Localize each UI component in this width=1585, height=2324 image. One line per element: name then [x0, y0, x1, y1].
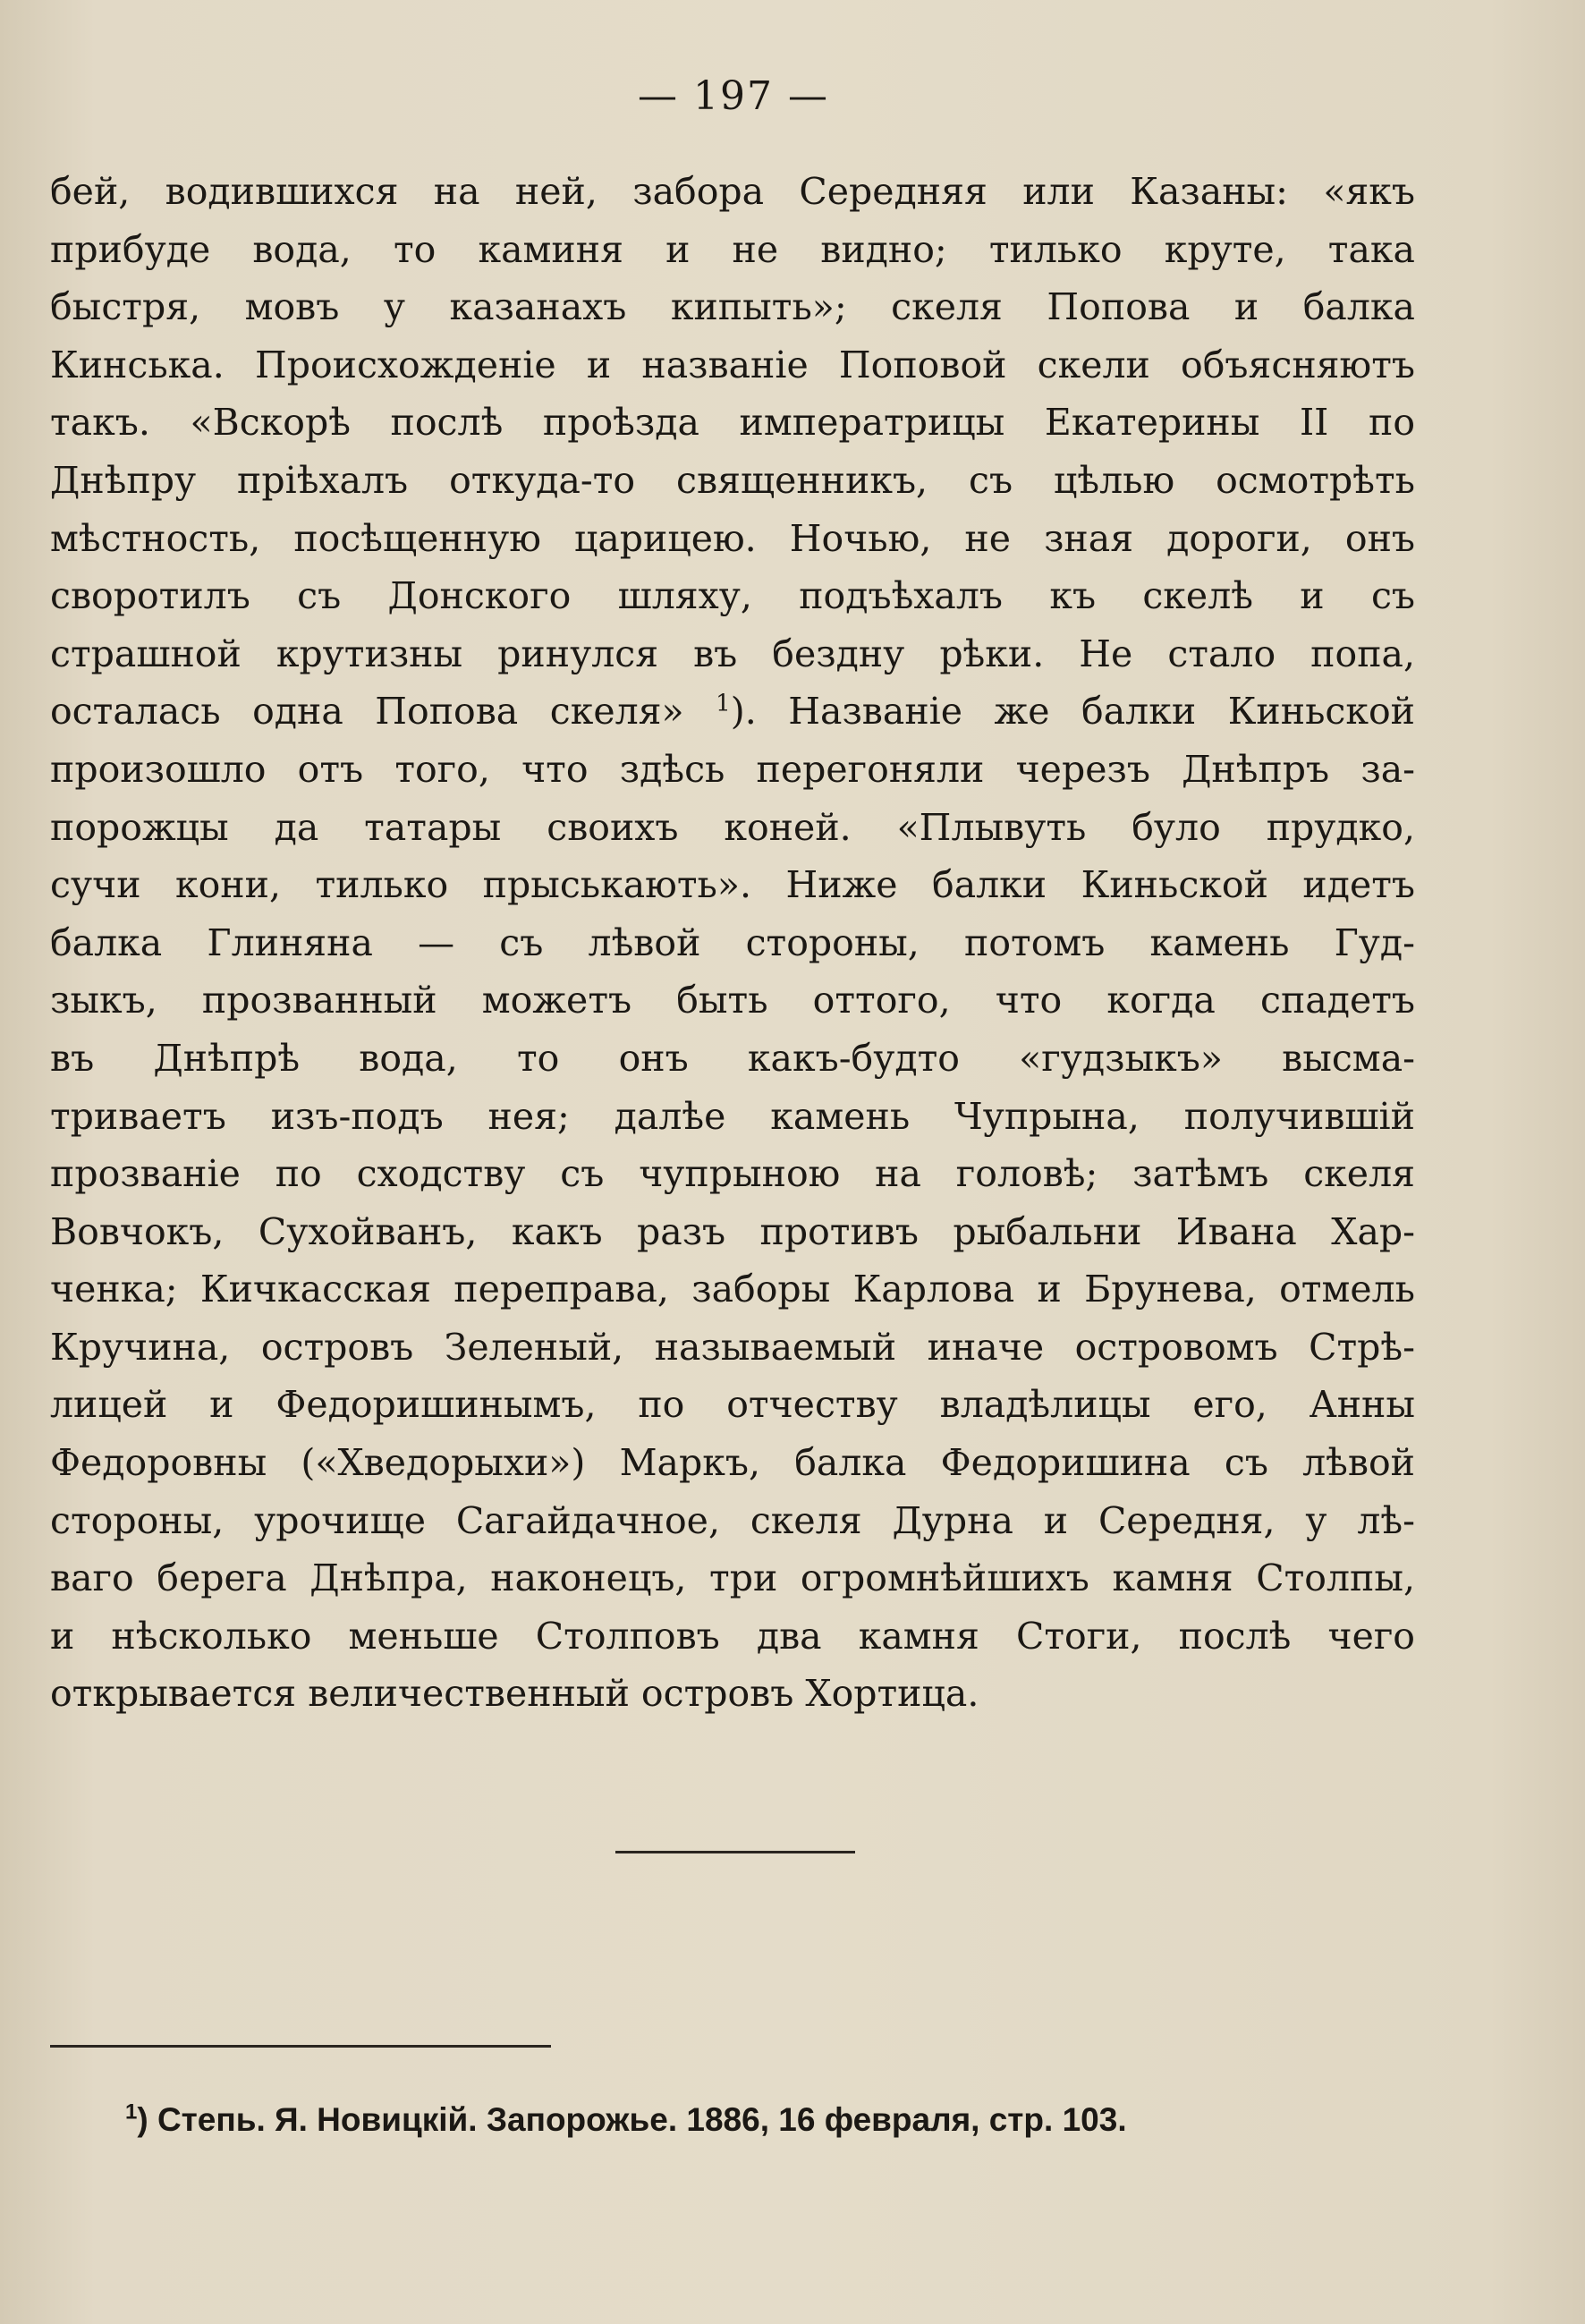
text-line: страшной крутизны ринулся въ бездну рѣки. Не стало попа,	[50, 632, 1415, 675]
text-line: Федоровны («Хведорыхи») Маркъ, балка Федоришина съ лѣвой	[50, 1441, 1415, 1485]
section-end-rule	[615, 1851, 855, 1853]
text-line-with-footnote-ref	[50, 683, 1415, 741]
text-line: Кручина, островъ Зеленый, называемый иначе островомъ Стрѣ-	[50, 1325, 1415, 1369]
body-text	[50, 163, 1415, 1723]
text-line: быстря, мовъ у казанахъ кипыть»; скеля Попова и балка	[50, 285, 1415, 329]
text-line: ваго берега Днѣпра, наконецъ, три огромнѣйшихъ камня Столпы,	[50, 1556, 1415, 1600]
text-line: порожцы да татары своихъ коней. «Плывуть було прудко,	[50, 805, 1415, 849]
text-line: въ Днѣпрѣ вода, то онъ какъ-будто «гудзыкъ» высма-	[50, 1036, 1415, 1080]
text-line: своротилъ съ Донского шляху, подъѣхалъ къ скелѣ и съ	[50, 574, 1415, 618]
line-head: осталась одна Попова скеля»	[50, 690, 684, 734]
footnote-separator	[50, 2045, 551, 2048]
text-line: Кинська. Происхожденіе и названіе Поповой скели объясняютъ	[50, 343, 1415, 386]
text-line: Вовчокъ, Сухойванъ, какъ разъ противъ рыбальни Ивана Хар-	[50, 1209, 1415, 1253]
text-line: сучи кони, тилько прыськають». Ниже балки Киньской идетъ	[50, 863, 1415, 907]
text-line: балка Глиняна — съ лѣвой стороны, потомъ камень Гуд-	[50, 920, 1415, 964]
text-line: произошло отъ того, что здѣсь перегоняли черезъ Днѣпръ за-	[50, 747, 1415, 791]
text-line: триваетъ изъ-подъ нея; далѣе камень Чупрына, получившій	[50, 1094, 1415, 1138]
text-line: прибуде вода, то каминя и не видно; тилько круте, така	[50, 227, 1415, 271]
text-line-final: открывается величественный островъ Хортица.	[50, 1672, 979, 1716]
text-line: лицей и Федоришинымъ, по отчеству владѣлицы его, Анны	[50, 1383, 1415, 1427]
text-line: такъ. «Вскорѣ послѣ проѣзда императрицы Екатерины II по	[50, 401, 1415, 445]
text-line: и нѣсколько меньше Столповъ два камня Стоги, послѣ чего	[50, 1614, 1415, 1658]
text-line: ченка; Кичкасская переправа, заборы Карлова и Брунева, отмель	[50, 1268, 1415, 1311]
page-number: — 197 —	[638, 73, 829, 119]
footnote-marker: 1	[125, 2099, 138, 2125]
text-line: зыкъ, прозванный можетъ быть оттого, что когда спадетъ	[50, 979, 1415, 1022]
text-line: прозваніе по сходству съ чупрыною на головѣ; затѣмъ скеля	[50, 1152, 1415, 1196]
text-line: Днѣпру пріѣхалъ откуда-то священникъ, съ цѣлью осмотрѣть	[50, 458, 1415, 502]
text-line: мѣстность, посѣщенную царицею. Ночью, не зная дороги, онъ	[50, 516, 1415, 560]
line-tail: ). Названіе же балки Киньской	[730, 690, 1415, 734]
footnote	[125, 2093, 1377, 2147]
text-line: бей, водившихся на ней, забора Середняя или Казаны: «якъ	[50, 170, 1415, 213]
footnote-text: ) Степь. Я. Новицкій. Запорожье. 1886, 16 февраля, стр. 103.	[137, 2101, 1127, 2138]
footnote-reference: 1	[716, 690, 731, 717]
text-line: стороны, урочище Сагайдачное, скеля Дурна и Середня, у лѣ-	[50, 1498, 1415, 1542]
